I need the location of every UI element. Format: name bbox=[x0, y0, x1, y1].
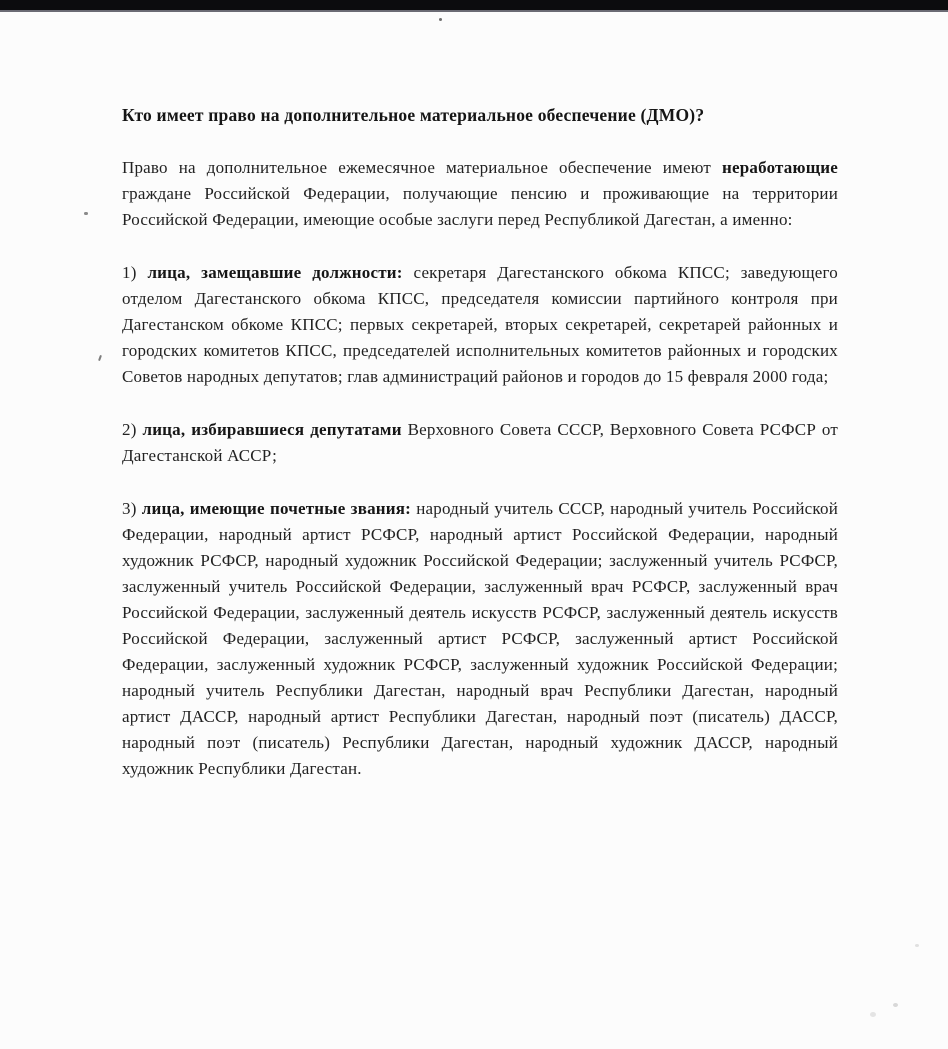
list-item-3 bbox=[122, 496, 838, 782]
intro-text-after-bold: граждане Российской Федерации, получающие пенсию и проживающие на территории Российской Федерации, имеющие особые заслуги перед Республикой Дагестан, а именно: bbox=[122, 184, 838, 229]
list-item-2-text: Верховного Совета СССР, Верховного Совета РСФСР от Дагестанской АССР; bbox=[122, 420, 838, 465]
scan-speck bbox=[84, 212, 88, 215]
list-item-3-text: народный учитель СССР, народный учитель Российской Федерации, народный артист РСФСР, народный артист Российской Федерации, народный художник РСФСР, народный художник Российской Федерации; заслуженный учитель РСФСР, заслуженный учитель Российской Федерации, заслуженный врач РСФСР, заслуженный врач Российской Федерации, заслуженный деятель искусств РСФСР, заслуженный деятель искусств Российской Федерации, заслуженный артист РСФСР, заслуженный артист Российской Федерации, заслуженный художник РСФСР, заслуженный художник Российской Федерации; народный учитель Республики Дагестан, народный врач Республики Дагестан, народный артист ДАССР, народный артист Республики Дагестан, народный поэт (писатель) ДАССР, народный поэт (писатель) Республики Дагестан, народный художник ДАССР, народный художник Республики Дагестан. bbox=[122, 499, 838, 778]
list-item-3-bold-lead: лица, имеющие почетные звания: bbox=[141, 499, 412, 518]
list-item-1-text: секретаря Дагестанского обкома КПСС; заведующего отделом Дагестанского обкома КПСС, председателя комиссии партийного контроля при Дагестанском обкоме КПСС; первых секретарей, вторых секретарей, секретарей районных и городских комитетов КПСС, председателей исполнительных комитетов районных и городских Советов народных депутатов; глав администраций районов и городов до 15 февраля 2000 года; bbox=[122, 263, 838, 386]
list-item-1 bbox=[122, 260, 838, 390]
list-item-2-bold-lead: лица, избиравшиеся депутатами bbox=[142, 420, 402, 439]
scan-edge-artifact-top bbox=[0, 0, 948, 12]
scan-speck bbox=[915, 944, 919, 947]
list-item-3-number: 3) bbox=[122, 499, 142, 518]
intro-bold-term: неработающие bbox=[722, 158, 838, 177]
list-item-1-number: 1) bbox=[122, 263, 148, 282]
list-item-2 bbox=[122, 417, 838, 469]
scan-speck bbox=[98, 355, 102, 361]
scan-speck bbox=[439, 18, 442, 21]
document-body bbox=[122, 102, 838, 782]
scan-speck bbox=[893, 1003, 898, 1007]
document-heading: Кто имеет право на дополнительное материальное обеспечение (ДМО)? bbox=[122, 105, 705, 125]
intro-text-before-bold: Право на дополнительное ежемесячное материальное обеспечение имеют bbox=[122, 158, 722, 177]
list-item-2-number: 2) bbox=[122, 420, 143, 439]
intro-paragraph bbox=[122, 155, 838, 233]
list-item-1-bold-lead: лица, замещавшие должности: bbox=[147, 263, 403, 282]
scan-speck bbox=[870, 1012, 876, 1017]
